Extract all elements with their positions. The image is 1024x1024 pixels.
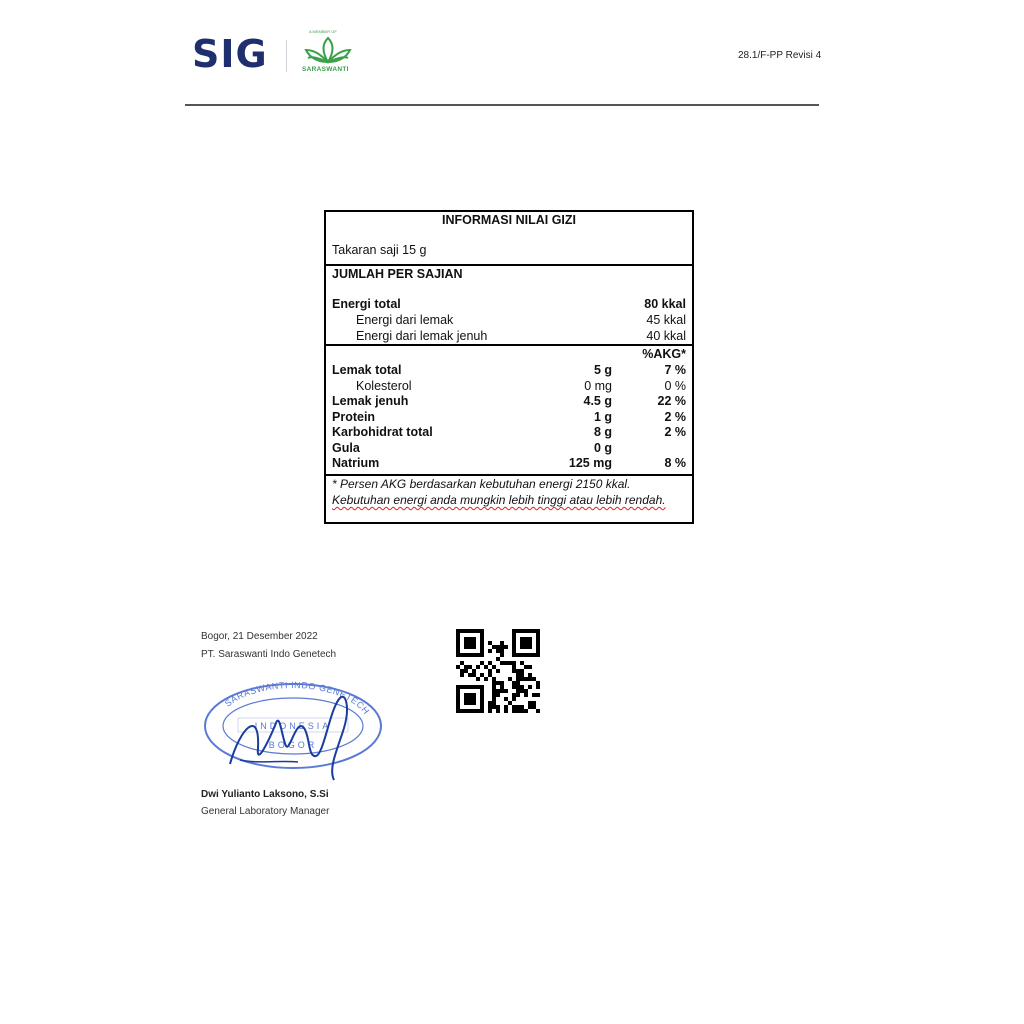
nutrient-label: Gula bbox=[332, 440, 360, 455]
nutrient-amount: 0 mg bbox=[584, 378, 612, 393]
nutrient-row bbox=[332, 409, 686, 425]
nutrient-akg: 0 % bbox=[664, 378, 686, 393]
sign-place-date: Bogor, 21 Desember 2022 bbox=[201, 631, 318, 642]
nutrient-akg: 8 % bbox=[664, 456, 686, 470]
nutrient-amount: 4.5 g bbox=[583, 394, 612, 408]
akg-header: %AKG* bbox=[642, 347, 686, 361]
nutrient-akg: 22 % bbox=[657, 394, 686, 408]
signer-title: General Laboratory Manager bbox=[201, 806, 330, 817]
energy-value: 45 kkal bbox=[646, 313, 686, 327]
serving-size: Takaran saji 15 g bbox=[332, 243, 427, 257]
per-serving-heading bbox=[332, 266, 686, 282]
sig-logo: SIG bbox=[192, 32, 268, 76]
per-serving-label: JUMLAH PER SAJIAN bbox=[332, 267, 463, 281]
logo-divider bbox=[286, 40, 287, 72]
nutrient-akg: 2 % bbox=[664, 425, 686, 439]
footnote bbox=[332, 476, 688, 508]
nutrient-row bbox=[332, 362, 686, 378]
footnote-line-1: * Persen AKG berdasarkan kebutuhan energi 2150 kkal. bbox=[332, 477, 631, 491]
energy-row bbox=[332, 328, 686, 344]
akg-header-row bbox=[332, 346, 686, 362]
company-stamp bbox=[200, 668, 386, 786]
stamp-top-text: SARASWANTI INDO GENETECH bbox=[222, 679, 372, 717]
nutrient-row bbox=[332, 378, 686, 394]
nutrient-label: Protein bbox=[332, 409, 376, 424]
nutrient-amount: 0 g bbox=[593, 440, 612, 455]
qr-code bbox=[456, 629, 540, 713]
nutrient-row bbox=[332, 440, 686, 456]
nutrition-title: INFORMASI NILAI GIZI bbox=[441, 213, 577, 227]
nutrient-akg: 7 % bbox=[664, 363, 686, 377]
saraswanti-name: SARASWANTI bbox=[302, 66, 349, 73]
stamp-middle-text: INDONESIA bbox=[254, 721, 332, 731]
nutrient-label: Kolesterol bbox=[356, 378, 412, 393]
footnote-line-2: Kebutuhan energi anda mungkin lebih tinggi atau lebih rendah. bbox=[332, 493, 666, 507]
nutrient-amount: 5 g bbox=[593, 363, 612, 377]
nutrient-akg: 2 % bbox=[664, 409, 686, 424]
nutrient-amount: 125 mg bbox=[568, 456, 612, 470]
header-rule bbox=[185, 104, 819, 106]
nutrition-facts-box bbox=[324, 210, 694, 524]
nutrient-label: Natrium bbox=[332, 456, 380, 470]
nutrient-row bbox=[332, 455, 686, 471]
energy-label: Energi dari lemak bbox=[356, 313, 454, 327]
energy-value: 40 kkal bbox=[646, 329, 686, 343]
energy-label: Energi dari lemak jenuh bbox=[356, 329, 488, 343]
energy-label: Energi total bbox=[332, 297, 401, 311]
stamp-bottom-text: BOGOR bbox=[268, 740, 318, 750]
document-code: 28.1/F-PP Revisi 4 bbox=[738, 50, 822, 61]
nutrient-row bbox=[332, 424, 686, 440]
nutrient-label: Lemak jenuh bbox=[332, 394, 409, 408]
signer-name: Dwi Yulianto Laksono, S.Si bbox=[201, 789, 329, 800]
energy-row bbox=[332, 296, 686, 312]
energy-row bbox=[332, 312, 686, 328]
nutrient-row bbox=[332, 393, 686, 409]
sign-company: PT. Saraswanti Indo Genetech bbox=[201, 649, 337, 660]
nutrient-amount: 1 g bbox=[593, 409, 612, 424]
nutrient-amount: 8 g bbox=[593, 425, 612, 439]
nutrient-label: Lemak total bbox=[332, 363, 402, 377]
energy-value: 80 kkal bbox=[644, 297, 686, 311]
saraswanti-tagline: A MEMBER OF bbox=[309, 29, 337, 34]
nutrient-label: Karbohidrat total bbox=[332, 425, 433, 439]
